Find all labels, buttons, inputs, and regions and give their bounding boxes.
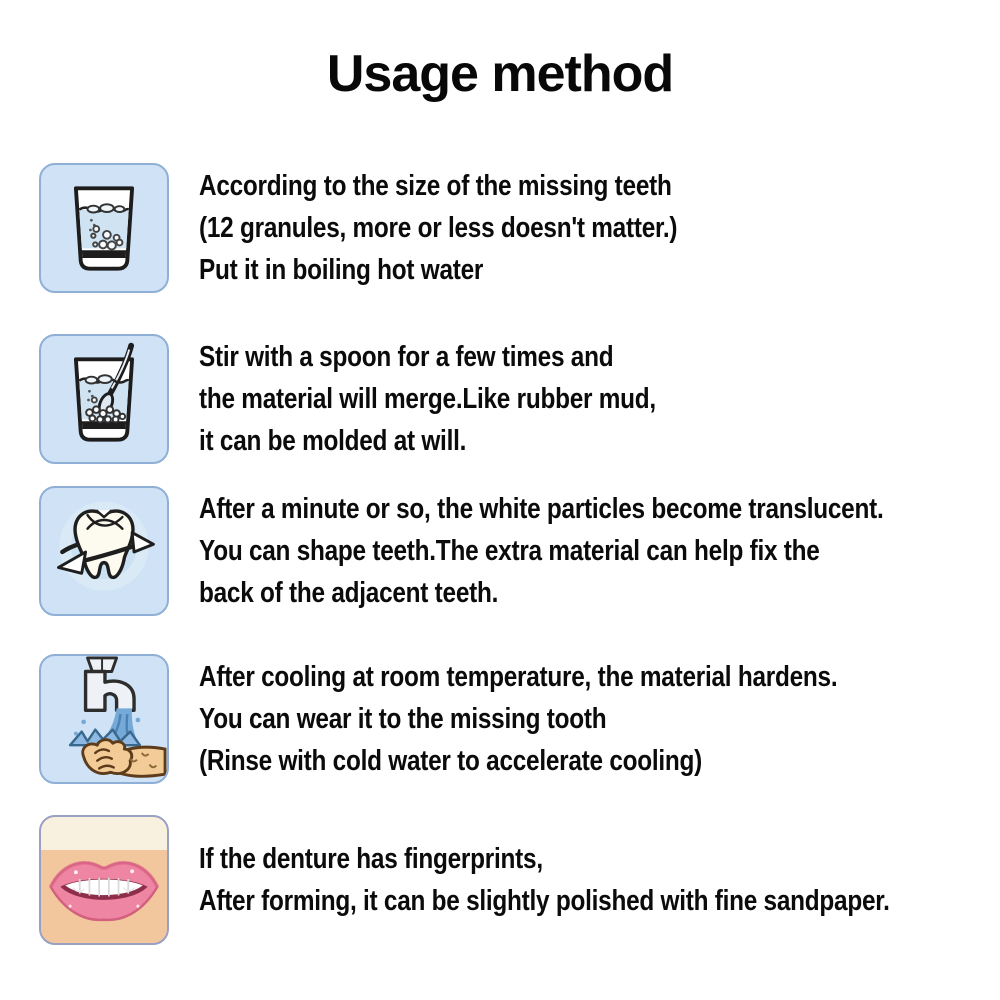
step-4-line-1: After cooling at room temperature, the material hardens. (199, 661, 838, 693)
step-1-text (199, 165, 677, 291)
step-3-text (199, 488, 883, 614)
step-5-icon-box (39, 815, 169, 945)
step-row-5 (39, 815, 979, 945)
step-row-3 (39, 486, 979, 616)
step-1-icon-box (39, 163, 169, 293)
step-2-icon-box (39, 334, 169, 464)
tooth-shaping-icon (41, 488, 167, 614)
step-4-icon-box (39, 654, 169, 784)
step-4-text (199, 656, 837, 782)
step-5-line-2: After forming, it can be slightly polished with fine sandpaper. (199, 885, 890, 917)
step-2-line-3: it can be molded at will. (199, 425, 467, 457)
stir-spoon-glass-icon (41, 336, 167, 462)
step-5-line-1: If the denture has fingerprints, (199, 843, 543, 875)
step-4-line-2: You can wear it to the missing tooth (199, 703, 607, 735)
step-3-line-3: back of the adjacent teeth. (199, 577, 499, 609)
step-3-line-2: You can shape teeth.The extra material can help fix the (199, 535, 820, 567)
step-3-icon-box (39, 486, 169, 616)
step-row-4 (39, 654, 979, 784)
step-row-2 (39, 334, 979, 464)
page-title: Usage method (326, 45, 674, 103)
step-4-line-3: (Rinse with cold water to accelerate cooling) (199, 745, 703, 777)
rinse-cold-water-icon (41, 656, 167, 782)
step-2-line-2: the material will merge.Like rubber mud, (199, 383, 656, 415)
step-row-1 (39, 163, 979, 293)
step-3-line-1: After a minute or so, the white particles become translucent. (199, 493, 884, 525)
step-5-text (199, 838, 890, 922)
water-glass-icon (41, 165, 167, 291)
step-2-text (199, 336, 656, 462)
smile-teeth-icon (41, 817, 167, 943)
step-1-line-3: Put it in boiling hot water (199, 254, 484, 286)
step-1-line-2: (12 granules, more or less doesn't matter.) (199, 212, 678, 244)
step-2-line-1: Stir with a spoon for a few times and (199, 341, 614, 373)
step-1-line-1: According to the size of the missing teeth (199, 170, 672, 202)
